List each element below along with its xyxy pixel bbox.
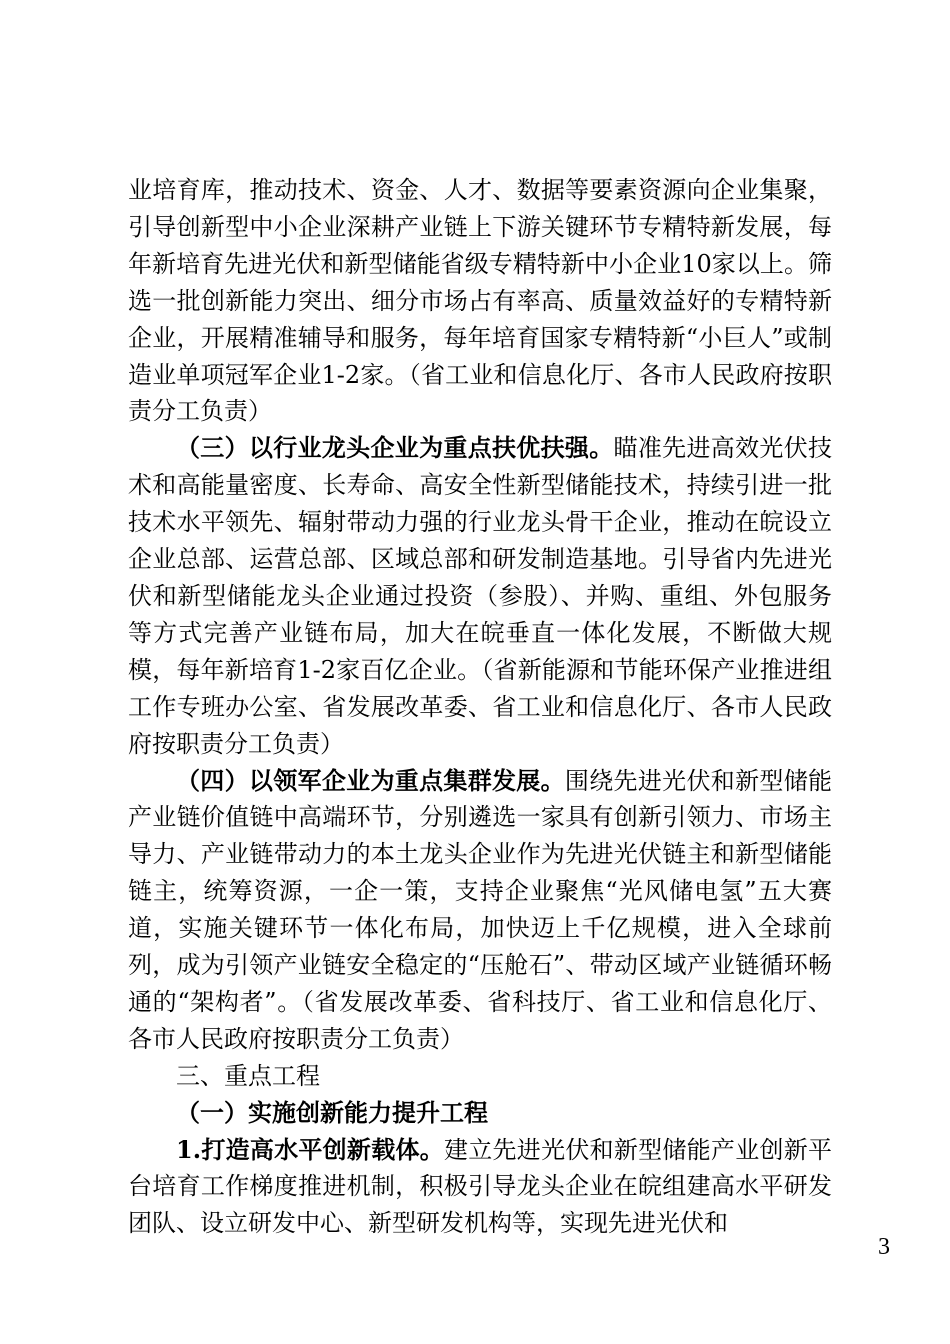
paragraph-item-1 <box>128 1132 832 1243</box>
paragraph-text: 业培育库，推动技术、资金、人才、数据等要素资源向企业集聚，引导创新型中小企业深耕产业链上下游关键环节专精特新发展，每年新培育先进光伏和新型储能省级专精特新中小企业10家以上。筛选一批创新能力突出、细分市场占有率高、质量效益好的专精特新企业，开展精准辅导和服务，每年培育国家专精特新“小巨人”或制造业单项冠军企业1-2家。（省工业和信息化厅、各市人民政府按职责分工负责） <box>128 176 832 426</box>
paragraph-text: 建立先进光伏和新型储能产业创新平台培育工作梯度推进机制，积极引导龙头企业在皖组建高水平研发团队、设立研发中心、新型研发机构等，实现先进光伏和 <box>128 1135 833 1238</box>
paragraph-heading: （三）以行业龙头企业为重点扶优扶强。 <box>176 433 614 463</box>
paragraph-continuation <box>128 172 832 430</box>
paragraph-item-3 <box>128 430 832 762</box>
paragraph-text: 瞄准先进高效光伏技术和高能量密度、长寿命、高安全性新型储能技术，持续引进一批技术水平领先、辐射带动力强的行业龙头骨干企业，推动在皖设立企业总部、运营总部、区域总部和研发制造基地。引导省内先进光伏和新型储能龙头企业通过投资（参股）、并购、重组、外包服务等方式完善产业链布局，加大在皖垂直一体化发展，不断做大规模，每年新培育1-2家百亿企业。（省新能源和节能环保产业推进组工作专班办公室、省发展改革委、省工业和信息化厅、各市人民政府按职责分工负责） <box>128 434 833 758</box>
paragraph-heading: （四）以领军企业为重点集群发展。 <box>176 765 565 795</box>
page-number: 3 <box>878 1234 890 1260</box>
subsection-title-text: （一）实施创新能力提升工程 <box>176 1097 488 1127</box>
section-title <box>128 1058 832 1095</box>
paragraph-text: 围绕先进光伏和新型储能产业链价值链中高端环节，分别遴选一家具有创新引领力、市场主导力、产业链带动力的本土龙头企业作为先进光伏链主和新型储能链主，统筹资源，一企一策，支持企业聚焦“光风储电氢”五大赛道，实施关键环节一体化布局，加快迈上千亿规模，进入全球前列，成为引领产业链安全稳定的“压舱石”、带动区域产业链循环畅通的“架构者”。（省发展改革委、省科技厅、省工业和信息化厅、各市人民政府按职责分工负责） <box>128 766 832 1053</box>
document-page <box>128 0 890 1344</box>
paragraph-item-4 <box>128 763 832 1058</box>
section-title-text: 三、重点工程 <box>176 1061 320 1090</box>
paragraph-heading: 1.打造高水平创新载体。 <box>176 1134 444 1164</box>
subsection-title <box>128 1095 832 1132</box>
body-text <box>128 172 832 1242</box>
